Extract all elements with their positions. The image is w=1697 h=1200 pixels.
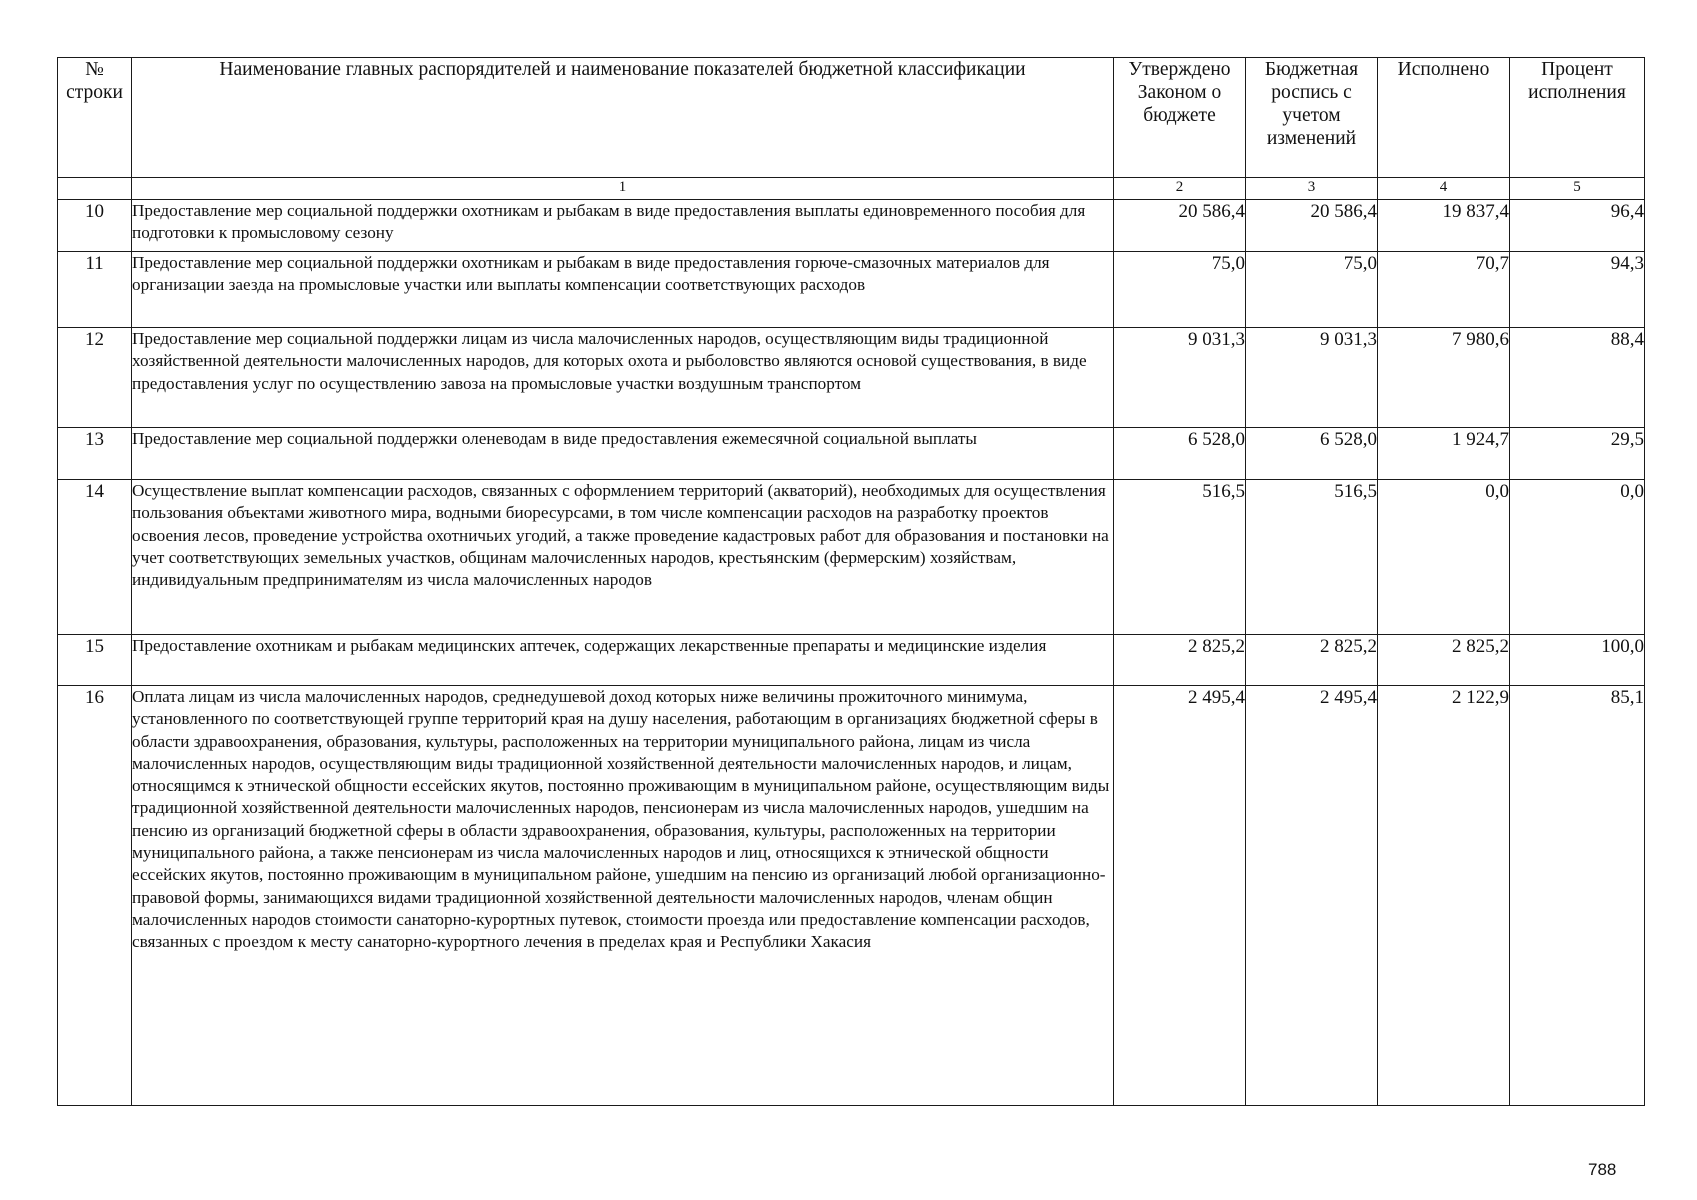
row-approved: 75,0 (1114, 252, 1246, 328)
row-percent: 29,5 (1510, 428, 1645, 480)
row-executed: 1 924,7 (1378, 428, 1510, 480)
row-approved: 20 586,4 (1114, 200, 1246, 252)
header-percent: Процент исполнения (1510, 58, 1645, 178)
row-name: Предоставление мер социальной поддержки охотникам и рыбакам в виде предоставления выплаты единовременного пособия для подготовки к промысловому сезону (132, 200, 1114, 252)
table-row (58, 428, 1645, 480)
row-number: 15 (58, 635, 132, 686)
row-number: 16 (58, 686, 132, 1106)
header-name: Наименование главных распорядителей и наименование показателей бюджетной классификации (132, 58, 1114, 178)
row-number: 10 (58, 200, 132, 252)
row-executed: 0,0 (1378, 480, 1510, 635)
header-budget-schedule: Бюджетная роспись с учетом изменений (1246, 58, 1378, 178)
row-percent: 100,0 (1510, 635, 1645, 686)
table-row (58, 686, 1645, 1106)
budget-execution-table (57, 57, 1645, 1106)
column-number (58, 178, 132, 200)
table-header-row (58, 58, 1645, 178)
column-number: 4 (1378, 178, 1510, 200)
row-approved: 516,5 (1114, 480, 1246, 635)
column-number-row (58, 178, 1645, 200)
table-row (58, 200, 1645, 252)
row-name: Предоставление охотникам и рыбакам медицинских аптечек, содержащих лекарственные препараты и медицинские изделия (132, 635, 1114, 686)
table-row (58, 480, 1645, 635)
header-approved: Утверждено Законом о бюджете (1114, 58, 1246, 178)
column-number: 5 (1510, 178, 1645, 200)
row-budget: 9 031,3 (1246, 328, 1378, 428)
row-percent: 0,0 (1510, 480, 1645, 635)
row-approved: 2 495,4 (1114, 686, 1246, 1106)
row-executed: 2 122,9 (1378, 686, 1510, 1106)
row-name: Предоставление мер социальной поддержки лицам из числа малочисленных народов, осуществляющим виды традиционной хозяйственной деятельности малочисленных народов, для которых охота и рыболовство являются основой существования, в виде предоставления услуг по осуществлению завоза на промысловые участки воздушным транспортом (132, 328, 1114, 428)
table-row (58, 252, 1645, 328)
column-number: 1 (132, 178, 1114, 200)
row-budget: 516,5 (1246, 480, 1378, 635)
row-number: 11 (58, 252, 132, 328)
row-executed: 2 825,2 (1378, 635, 1510, 686)
row-name: Предоставление мер социальной поддержки охотникам и рыбакам в виде предоставления горюче-смазочных материалов для организации заезда на промысловые участки или выплаты компенсации соответствующих расходов (132, 252, 1114, 328)
row-approved: 9 031,3 (1114, 328, 1246, 428)
row-budget: 6 528,0 (1246, 428, 1378, 480)
header-executed: Исполнено (1378, 58, 1510, 178)
table-row (58, 635, 1645, 686)
row-name: Оплата лицам из числа малочисленных народов, среднедушевой доход которых ниже величины прожиточного минимума, установленного по соответствующей группе территорий края на душу населения, работающим в организациях бюджетной сферы в области здравоохранения, образования, культуры, расположенных на территории муниципального района, лицам из числа малочисленных народов, осуществляющим виды традиционной хозяйственной деятельности малочисленных народов, и лицам, относящимся к этнической общности ессейских якутов, постоянно проживающим в муниципальном районе, осуществляющим виды традиционной хозяйственной деятельности малочисленных народов, пенсионерам из числа малочисленных народов, ушедшим на пенсию из организаций бюджетной сферы в области здравоохранения, образования, культуры, расположенных на территории муниципального района, а также пенсионерам из числа малочисленных народов и лиц, относящихся к этнической общности ессейских якутов, постоянно проживающим в муниципальном районе, ушедшим на пенсию из организаций любой организационно-правовой формы, занимающихся видами традиционной хозяйственной деятельности малочисленных народов, членам общин малочисленных народов стоимости санаторно-курортных путевок, стоимости проезда или предоставление компенсации расходов, связанных с проездом к месту санаторно-курортного лечения в пределах края и Республики Хакасия (132, 686, 1114, 1106)
row-number: 12 (58, 328, 132, 428)
row-number: 13 (58, 428, 132, 480)
row-budget: 2 825,2 (1246, 635, 1378, 686)
row-percent: 85,1 (1510, 686, 1645, 1106)
row-budget: 2 495,4 (1246, 686, 1378, 1106)
row-name: Осуществление выплат компенсации расходов, связанных с оформлением территорий (акваторий), необходимых для осуществления пользования объектами животного мира, водными биоресурсами, в том числе компенсации расходов на разработку проектов освоения лесов, проведение устройства охотничьих угодий, а также проведение кадастровых работ для образования и постановки на учет соответствующих земельных участков, общинам малочисленных народов, крестьянским (фермерским) хозяйствам, индивидуальным предпринимателям из числа малочисленных народов (132, 480, 1114, 635)
row-percent: 94,3 (1510, 252, 1645, 328)
table-row (58, 328, 1645, 428)
row-approved: 6 528,0 (1114, 428, 1246, 480)
row-approved: 2 825,2 (1114, 635, 1246, 686)
column-number: 2 (1114, 178, 1246, 200)
column-number: 3 (1246, 178, 1378, 200)
row-number: 14 (58, 480, 132, 635)
row-budget: 75,0 (1246, 252, 1378, 328)
row-executed: 7 980,6 (1378, 328, 1510, 428)
row-percent: 88,4 (1510, 328, 1645, 428)
row-executed: 70,7 (1378, 252, 1510, 328)
row-percent: 96,4 (1510, 200, 1645, 252)
page-number: 788 (1588, 1160, 1617, 1179)
row-executed: 19 837,4 (1378, 200, 1510, 252)
row-name: Предоставление мер социальной поддержки оленеводам в виде предоставления ежемесячной социальной выплаты (132, 428, 1114, 480)
header-row-number: № строки (58, 58, 132, 178)
row-budget: 20 586,4 (1246, 200, 1378, 252)
